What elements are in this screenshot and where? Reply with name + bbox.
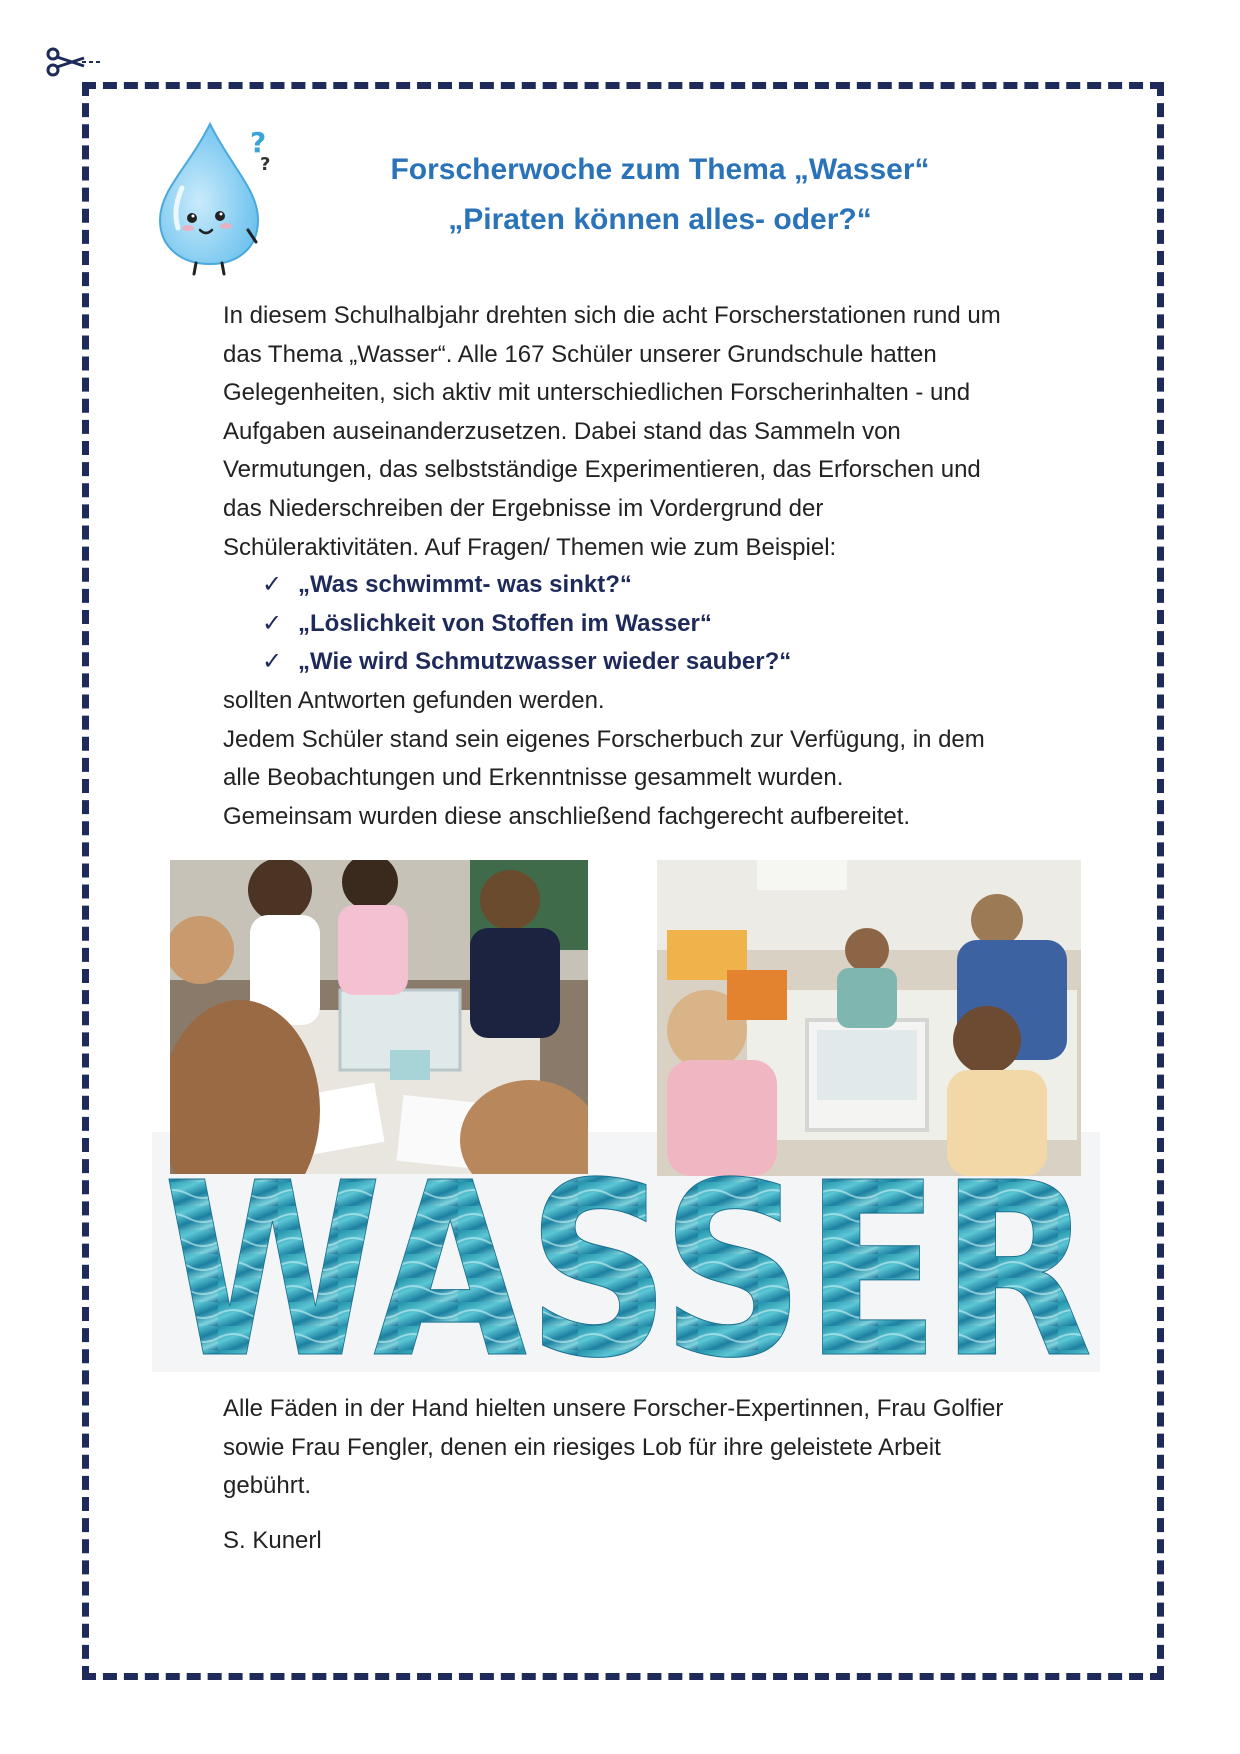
question-list	[262, 566, 791, 682]
text-line: alle Beobachtungen und Erkenntnisse gesammelt wurden.	[223, 764, 844, 792]
text-line: Gelegenheiten, sich aktiv mit unterschiedlichen Forscherinhalten - und	[223, 379, 971, 407]
classroom-photo-right	[657, 860, 1081, 1176]
text-line: Alle Fäden in der Hand hielten unsere Forscher-Expertinnen, Frau Golfier	[223, 1395, 1004, 1422]
page-subtitle: „Piraten können alles- oder?“	[448, 203, 872, 236]
list-item	[262, 605, 791, 644]
classroom-photo-left	[170, 860, 588, 1174]
svg-text:?: ?	[250, 126, 267, 159]
svg-text:?: ?	[260, 154, 271, 175]
text-line: Aufgaben auseinanderzusetzen. Dabei stand das Sammeln von	[223, 417, 901, 445]
closing-paragraph	[223, 1390, 1103, 1506]
text-line: Jedem Schüler stand sein eigenes Forscherbuch zur Verfügung, in dem	[223, 725, 985, 753]
follow-up-paragraph	[223, 682, 1103, 836]
page-title: Forscherwoche zum Thema „Wasser“	[390, 153, 930, 186]
banner-word: WASSER	[163, 1158, 1093, 1368]
text-line: sowie Frau Fengler, denen ein riesiges Lob für ihre geleistete Arbeit	[223, 1433, 941, 1461]
text-line: Schüleraktivitäten. Auf Fragen/ Themen wie zum Beispiel:	[223, 533, 837, 561]
checkmark-icon: ✓	[262, 609, 283, 637]
list-item	[262, 643, 791, 682]
text-line: Gemeinsam wurden diese anschließend fachgerecht aufbereitet.	[223, 802, 911, 830]
checkmark-icon: ✓	[262, 648, 283, 676]
text-line: gebührt.	[223, 1472, 312, 1500]
list-item	[262, 566, 791, 605]
text-line: das Niederschreiben der Ergebnisse im Vordergrund der	[223, 494, 824, 522]
text-line: sollten Antworten gefunden werden.	[223, 687, 605, 714]
checkmark-icon: ✓	[262, 571, 283, 598]
water-drop-mascot	[148, 118, 278, 278]
text-line: Vermutungen, das selbstständige Experimentieren, das Erforschen und	[223, 456, 981, 484]
question-text: „Löslichkeit von Stoffen im Wasser“	[298, 609, 712, 637]
wasser-banner	[158, 1158, 1098, 1368]
text-line: In diesem Schulhalbjahr drehten sich die acht Forscherstationen rund um	[223, 302, 1001, 329]
text-line: das Thema „Wasser“. Alle 167 Schüler unserer Grundschule hatten	[223, 340, 937, 368]
intro-paragraph	[223, 297, 1103, 567]
question-text: „Wie wird Schmutzwasser wieder sauber?“	[298, 648, 792, 676]
scissors-icon	[44, 44, 104, 84]
author-signature: S. Kunerl	[223, 1527, 322, 1554]
question-text: „Was schwimmt- was sinkt?“	[298, 571, 632, 598]
